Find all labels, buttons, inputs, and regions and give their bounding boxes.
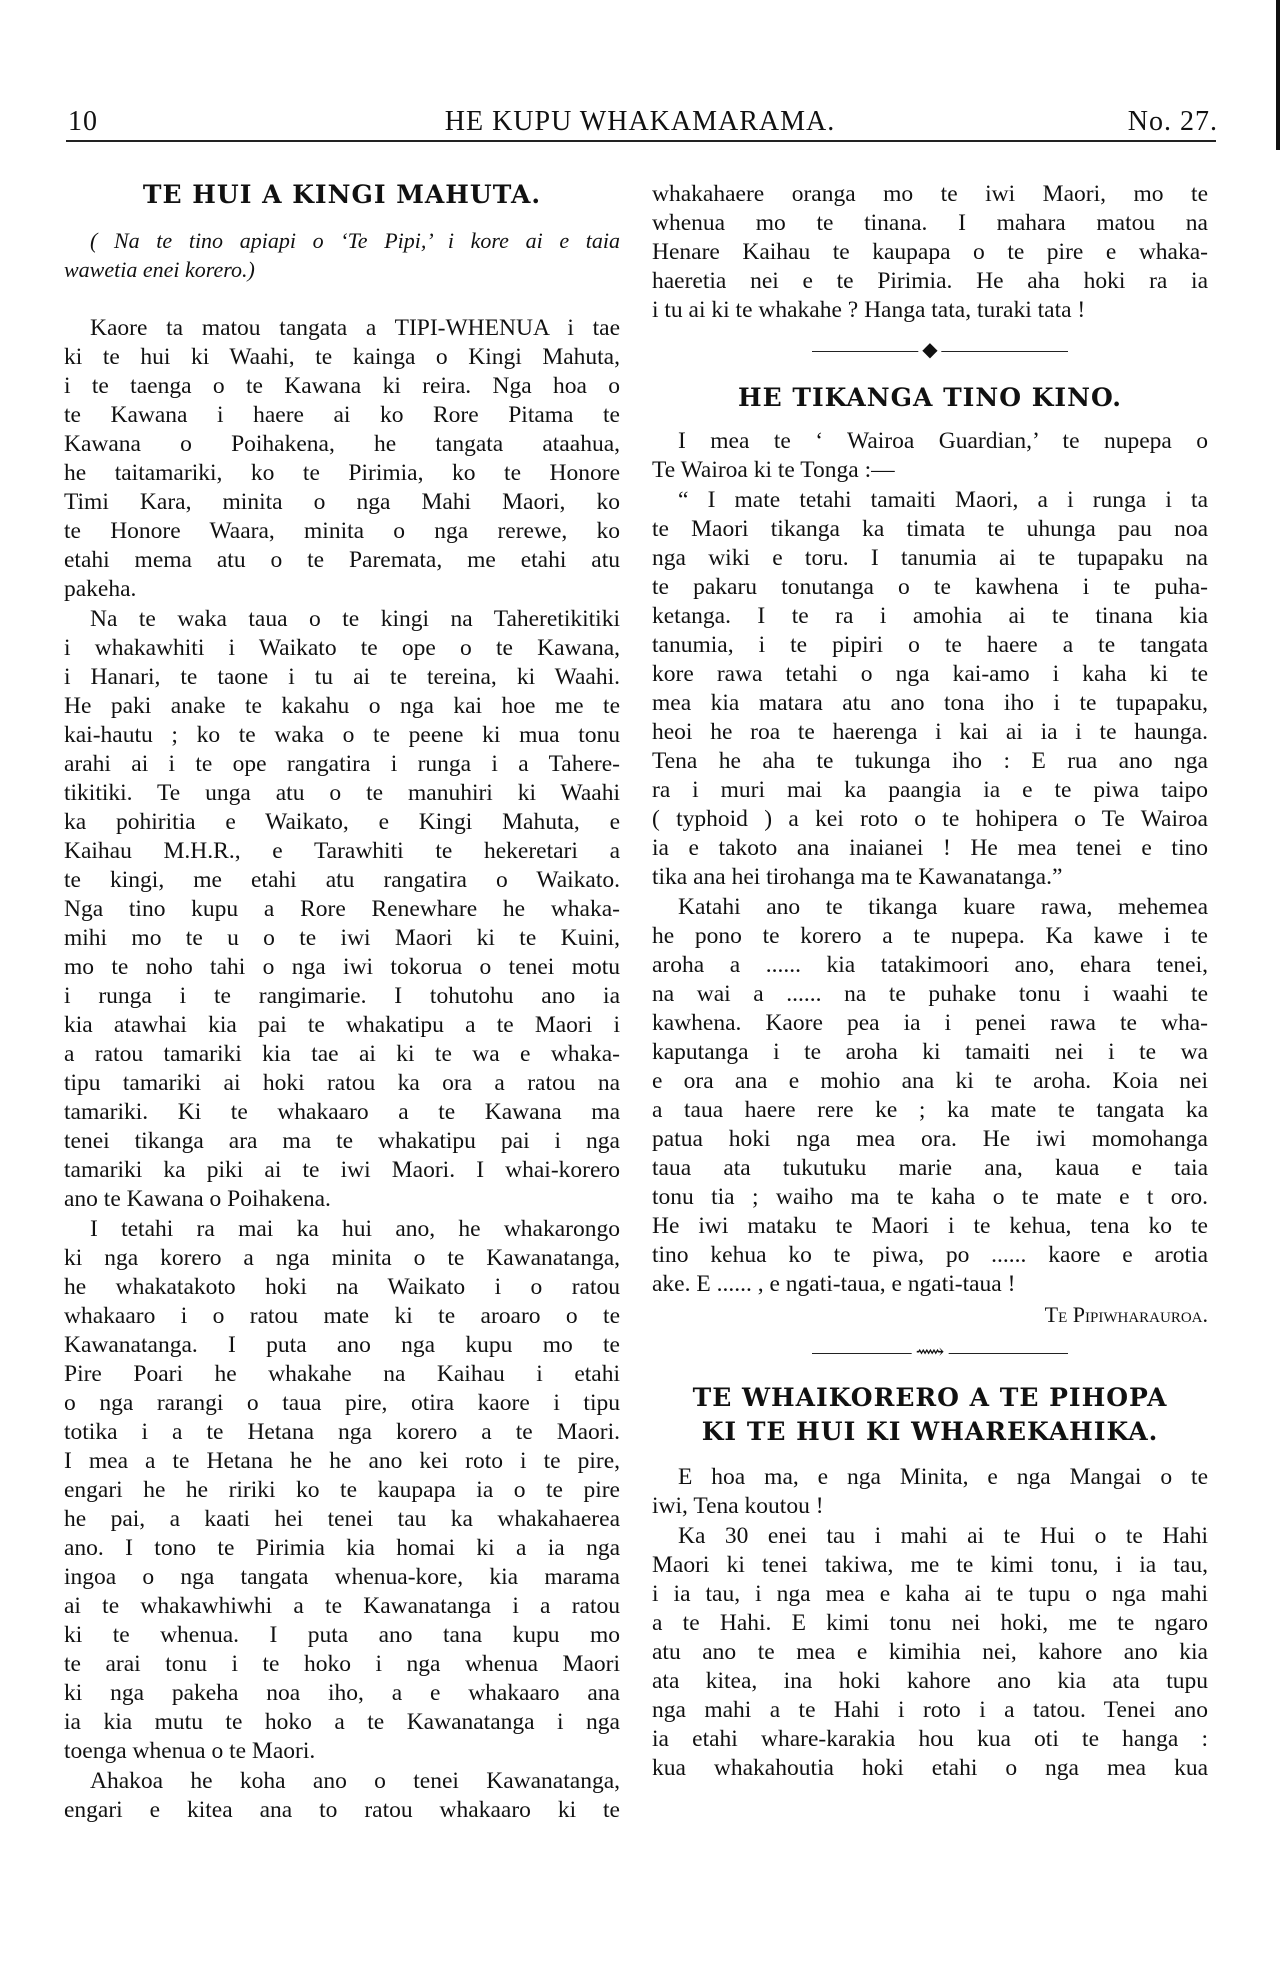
text-line: ia kia mutu te hoko a te Kawanatanga i nga	[64, 1709, 620, 1735]
text-line: kai-hautu ; ko te waka o te peene ki mua tonu	[64, 722, 620, 748]
text-line: Kawana o Poihakena, he tangata ataahua,	[64, 431, 620, 457]
text-line: i ia tau, i nga mea e kaha ai te tupu o nga mahi	[652, 1581, 1208, 1607]
article-continuation	[652, 180, 1208, 325]
text-line: he pai, a kaati hei tenei tau ka whakahaerea	[64, 1506, 620, 1532]
text-line: tikitiki. Te unga atu o te manuhiri ki Waahi	[64, 780, 620, 806]
text-line: kia atawhai kia pai te whakatipu a te Maori i	[64, 1012, 620, 1038]
text-line: kua whakahoutia hoki etahi o nga mea kua	[652, 1755, 1208, 1781]
text-line: Kaihau M.H.R., e Tarawhiti te hekeretari a	[64, 838, 620, 864]
text-line: Tena he aha te tukunga iho : E rua ano nga	[652, 748, 1208, 774]
heading-line: KI TE HUI KI WHAREKAHIKA.	[701, 1417, 1159, 1446]
text-line: ( typhoid ) a kei roto o te hohipera o Te Wairoa	[652, 806, 1208, 832]
text-line: te kingi, me etahi atu rangatira o Waikato.	[64, 867, 620, 893]
paragraph	[64, 1215, 620, 1766]
text-line: i runga i te rangimarie. I tohutohu ano ia	[64, 983, 620, 1009]
text-line: ano te Kawana o Poihakena.	[64, 1186, 331, 1212]
paragraph	[64, 1767, 620, 1825]
text-line: mea kia matara atu ano tona iho i te tupapaku,	[652, 690, 1208, 716]
text-line: atu ano te mea e kimihia nei, kahore ano kia	[652, 1639, 1208, 1665]
text-line: ketanga. I te ra i amohia ai te tinana kia	[652, 603, 1208, 629]
text-line: Henare Kaihau te kaupapa o te pire e whaka-	[652, 239, 1208, 265]
text-line: Kawanatanga. I puta ano nga kupu mo te	[64, 1332, 620, 1358]
text-line: mihi mo te u o te iwi Maori ki te Kuini,	[64, 925, 620, 951]
text-line: te pakaru tonutanga o te kawhena i te puha-	[652, 574, 1208, 600]
text-line: ra i muri mai ka paangia ia e te piwa taipo	[652, 777, 1208, 803]
article-body	[652, 1463, 1208, 1783]
text-line: Kaore ta matou tangata a TIPI-WHENUA i tae	[90, 315, 620, 341]
text-line: ata kitea, ina hoki kahore ano kia ata tupu	[652, 1668, 1208, 1694]
text-line: whakahaere oranga mo te iwi Maori, mo te	[652, 181, 1208, 207]
text-line: I mea a te Hetana he he ano kei roto i te pire,	[64, 1448, 620, 1474]
text-line: “ I mate tetahi tamaiti Maori, a i runga i ta	[678, 487, 1208, 513]
text-line: heoi he roa te haerenga i kai ai ia i te haunga.	[652, 719, 1208, 745]
signature: Te Pipiwharauroa.	[1044, 1302, 1208, 1327]
text-line: he whakatakoto hoki na Waikato i o ratou	[64, 1274, 620, 1300]
text-line: o nga rarangi o taua pire, otira kaore i tipu	[64, 1390, 620, 1416]
text-line: ki nga korero a nga minita o te Kawanatanga,	[64, 1245, 620, 1271]
article-body	[652, 427, 1208, 1299]
text-line: patua hoki nga mea ora. He iwi momohanga	[652, 1126, 1208, 1152]
text-line: whakaaro i o ratou mate ki te aroaro o te	[64, 1303, 620, 1329]
paragraph	[64, 314, 620, 604]
paragraph	[652, 427, 1208, 485]
text-line: engari e kitea ana to ratou whakaaro ki te	[64, 1797, 620, 1823]
text-line: kaputanga i te aroha ki tamaiti nei i te wa	[652, 1039, 1208, 1065]
page-number: 10	[68, 106, 98, 137]
text-line: a te Hahi. E kimi tonu nei hoki, me te ngaro	[652, 1610, 1208, 1636]
paragraph	[652, 180, 1208, 325]
text-line: ki nga pakeha noa iho, a e whakaaro ana	[64, 1680, 620, 1706]
text-line: Nga tino kupu a Rore Renewhare he whaka-	[64, 896, 620, 922]
text-line: tenei tikanga ara ma te whakatipu pai i nga	[64, 1128, 620, 1154]
text-line: i Hanari, te taone i tu ai te tereina, ki Waahi.	[64, 664, 620, 690]
text-line: nga wiki e toru. I tanumia ai te tupapaku na	[652, 545, 1208, 571]
text-line: tonu tia ; waiho ma te kaha o te mate e t oro.	[652, 1184, 1208, 1210]
text-line: tamariki. Ki te whakaaro a te Kawana ma	[64, 1099, 620, 1125]
text-line: ano. I tono te Pirimia kia homai ki a ia nga	[64, 1535, 620, 1561]
left-column	[64, 178, 620, 1826]
text-line: Pire Poari he whakahe na Kaihau i etahi	[64, 1361, 620, 1387]
ornament-divider: ◆	[652, 331, 1208, 371]
paragraph	[652, 893, 1208, 1299]
text-line: e ora ana e mohio ana ki te aroha. Koia nei	[652, 1068, 1208, 1094]
text-line: ka pohiritia e Waikato, e Kingi Mahuta, e	[64, 809, 620, 835]
text-line: te Honore Waara, minita o nga rerewe, ko	[64, 518, 620, 544]
text-line: a taua haere rere ke ; ka mate te tangata ka	[652, 1097, 1208, 1123]
text-line: toenga whenua o te Maori.	[64, 1738, 316, 1764]
text-line: Ka 30 enei tau i mahi ai te Hui o te Hahi	[678, 1523, 1208, 1549]
editor-note	[64, 226, 620, 284]
text-line: Ahakoa he koha ano o tenei Kawanatanga,	[90, 1768, 620, 1794]
text-line: He paki anake te kakahu o nga kai hoe me te	[64, 693, 620, 719]
text-line: he taitamariki, ko te Pirimia, ko te Honore	[64, 460, 620, 486]
text-line: totika i a te Hetana nga korero a te Maori.	[64, 1419, 620, 1445]
text-line: i whakawhiti i Waikato te ope o te Kawana,	[64, 635, 620, 661]
text-line: kore rawa tetahi o nga kai-amo i kaha ki te	[652, 661, 1208, 687]
issue-number: No. 27.	[1127, 106, 1218, 137]
text-line: i te taenga o te Kawana ki reira. Nga hoa o	[64, 373, 620, 399]
text-line: ingoa o nga tangata whenua-kore, kia marama	[64, 1564, 620, 1590]
text-line: a ratou tamariki kia tae ai ki te wa e whaka-	[64, 1041, 620, 1067]
text-line: haeretia nei e te Pirimia. He aha hoki ra ia	[652, 268, 1208, 294]
text-line: Katahi ano te tikanga kuare rawa, mehemea	[678, 894, 1208, 920]
header-rule	[66, 140, 1216, 142]
text-line: nga mahi a te Hahi i roto i a tatou. Tenei ano	[652, 1697, 1208, 1723]
text-line: taua ata tukutuku marie ana, kaua e taia	[652, 1155, 1208, 1181]
text-line: Na te waka taua o te kingi na Taheretikitiki	[90, 606, 620, 632]
article-heading: HE TIKANGA TINO KINO.	[737, 383, 1122, 412]
article-body	[64, 314, 620, 1825]
note-line: wawetia enei korero.)	[64, 257, 255, 282]
text-line: tanumia, i te pipiri o te haere a te tangata	[652, 632, 1208, 658]
article-heading	[652, 1381, 1208, 1449]
ornament-divider: ⟿	[652, 1333, 1208, 1373]
text-line: kawhena. Kaore pea ia i penei rawa te wha-	[652, 1010, 1208, 1036]
text-line: whenua mo te tinana. I mahara matou na	[652, 210, 1208, 236]
text-line: He iwi mataku te Maori i te kehua, tena ko te	[652, 1213, 1208, 1239]
text-line: pakeha.	[64, 576, 137, 602]
text-line: tino kehua ko te piwa, po ...... kaore e arotia	[652, 1242, 1208, 1268]
text-line: na wai a ...... na te puhake tonu i waahi te	[652, 981, 1208, 1007]
paragraph	[652, 1463, 1208, 1521]
text-line: te arai tonu i te hoko i nga whenua Maori	[64, 1651, 620, 1677]
text-line: tipu tamariki ai hoki ratou ka ora a ratou na	[64, 1070, 620, 1096]
heading-line: TE WHAIKORERO A TE PIHOPA	[692, 1383, 1168, 1412]
text-line: Te Wairoa ki te Tonga :—	[652, 457, 895, 483]
text-line: ake. E ...... , e ngati-taua, e ngati-taua !	[652, 1271, 1016, 1297]
paragraph	[64, 605, 620, 1214]
text-line: Maori ki tenei takiwa, me te kimi tonu, i ia tau,	[652, 1552, 1208, 1578]
text-line: tamariki ka piki ai te iwi Maori. I whai-korero	[64, 1157, 620, 1183]
text-line: E hoa ma, e nga Minita, e nga Mangai o te	[678, 1464, 1208, 1490]
text-line: he pono te korero a te nupepa. Ka kawe i te	[652, 923, 1208, 949]
text-line: ki te whenua. I puta ano tana kupu mo	[64, 1622, 620, 1648]
paragraph	[652, 486, 1208, 892]
text-line: mo te noho tahi o nga iwi tokorua o tenei motu	[64, 954, 620, 980]
text-line: etahi mema atu o te Paremata, me etahi atu	[64, 547, 620, 573]
right-column	[652, 180, 1208, 1784]
article-heading: TE HUI A KINGI MAHUTA.	[142, 180, 542, 209]
text-line: engari he he ririki ko te kaupapa ia o te pire	[64, 1477, 620, 1503]
text-line: ki te hui ki Waahi, te kainga o Kingi Mahuta,	[64, 344, 620, 370]
text-line: tika ana hei tirohanga ma te Kawanatanga.”	[652, 864, 1063, 890]
text-line: Timi Kara, minita o nga Mahi Maori, ko	[64, 489, 620, 515]
text-line: i tu ai ki te whakahe ? Hanga tata, turaki tata !	[652, 297, 1086, 323]
note-line: ( Na te tino apiapi o ‘Te Pipi,’ i kore ai e taia	[90, 228, 620, 253]
text-line: aroha a ...... kia tatakimoori ano, ehara tenei,	[652, 952, 1208, 978]
text-line: ia etahi whare-karakia hou kua oti te hanga :	[652, 1726, 1208, 1752]
text-line: I mea te ‘ Wairoa Guardian,’ te nupepa o	[678, 428, 1208, 454]
text-line: ia e takoto ana inaianei ! He mea tenei e tino	[652, 835, 1208, 861]
text-line: te Maori tikanga ka timata te uhunga pau noa	[652, 516, 1208, 542]
text-line: te Kawana i haere ai ko Rore Pitama te	[64, 402, 620, 428]
text-line: ai te whakawhiwhi a te Kawanatanga i a ratou	[64, 1593, 620, 1619]
running-title: HE KUPU WHAKAMARAMA.	[444, 106, 836, 137]
text-line: arahi ai i te ope rangatira i runga i a Tahere-	[64, 751, 620, 777]
text-line: I tetahi ra mai ka hui ano, he whakarongo	[90, 1216, 620, 1242]
text-line: iwi, Tena koutou !	[652, 1493, 824, 1519]
paragraph	[652, 1522, 1208, 1783]
